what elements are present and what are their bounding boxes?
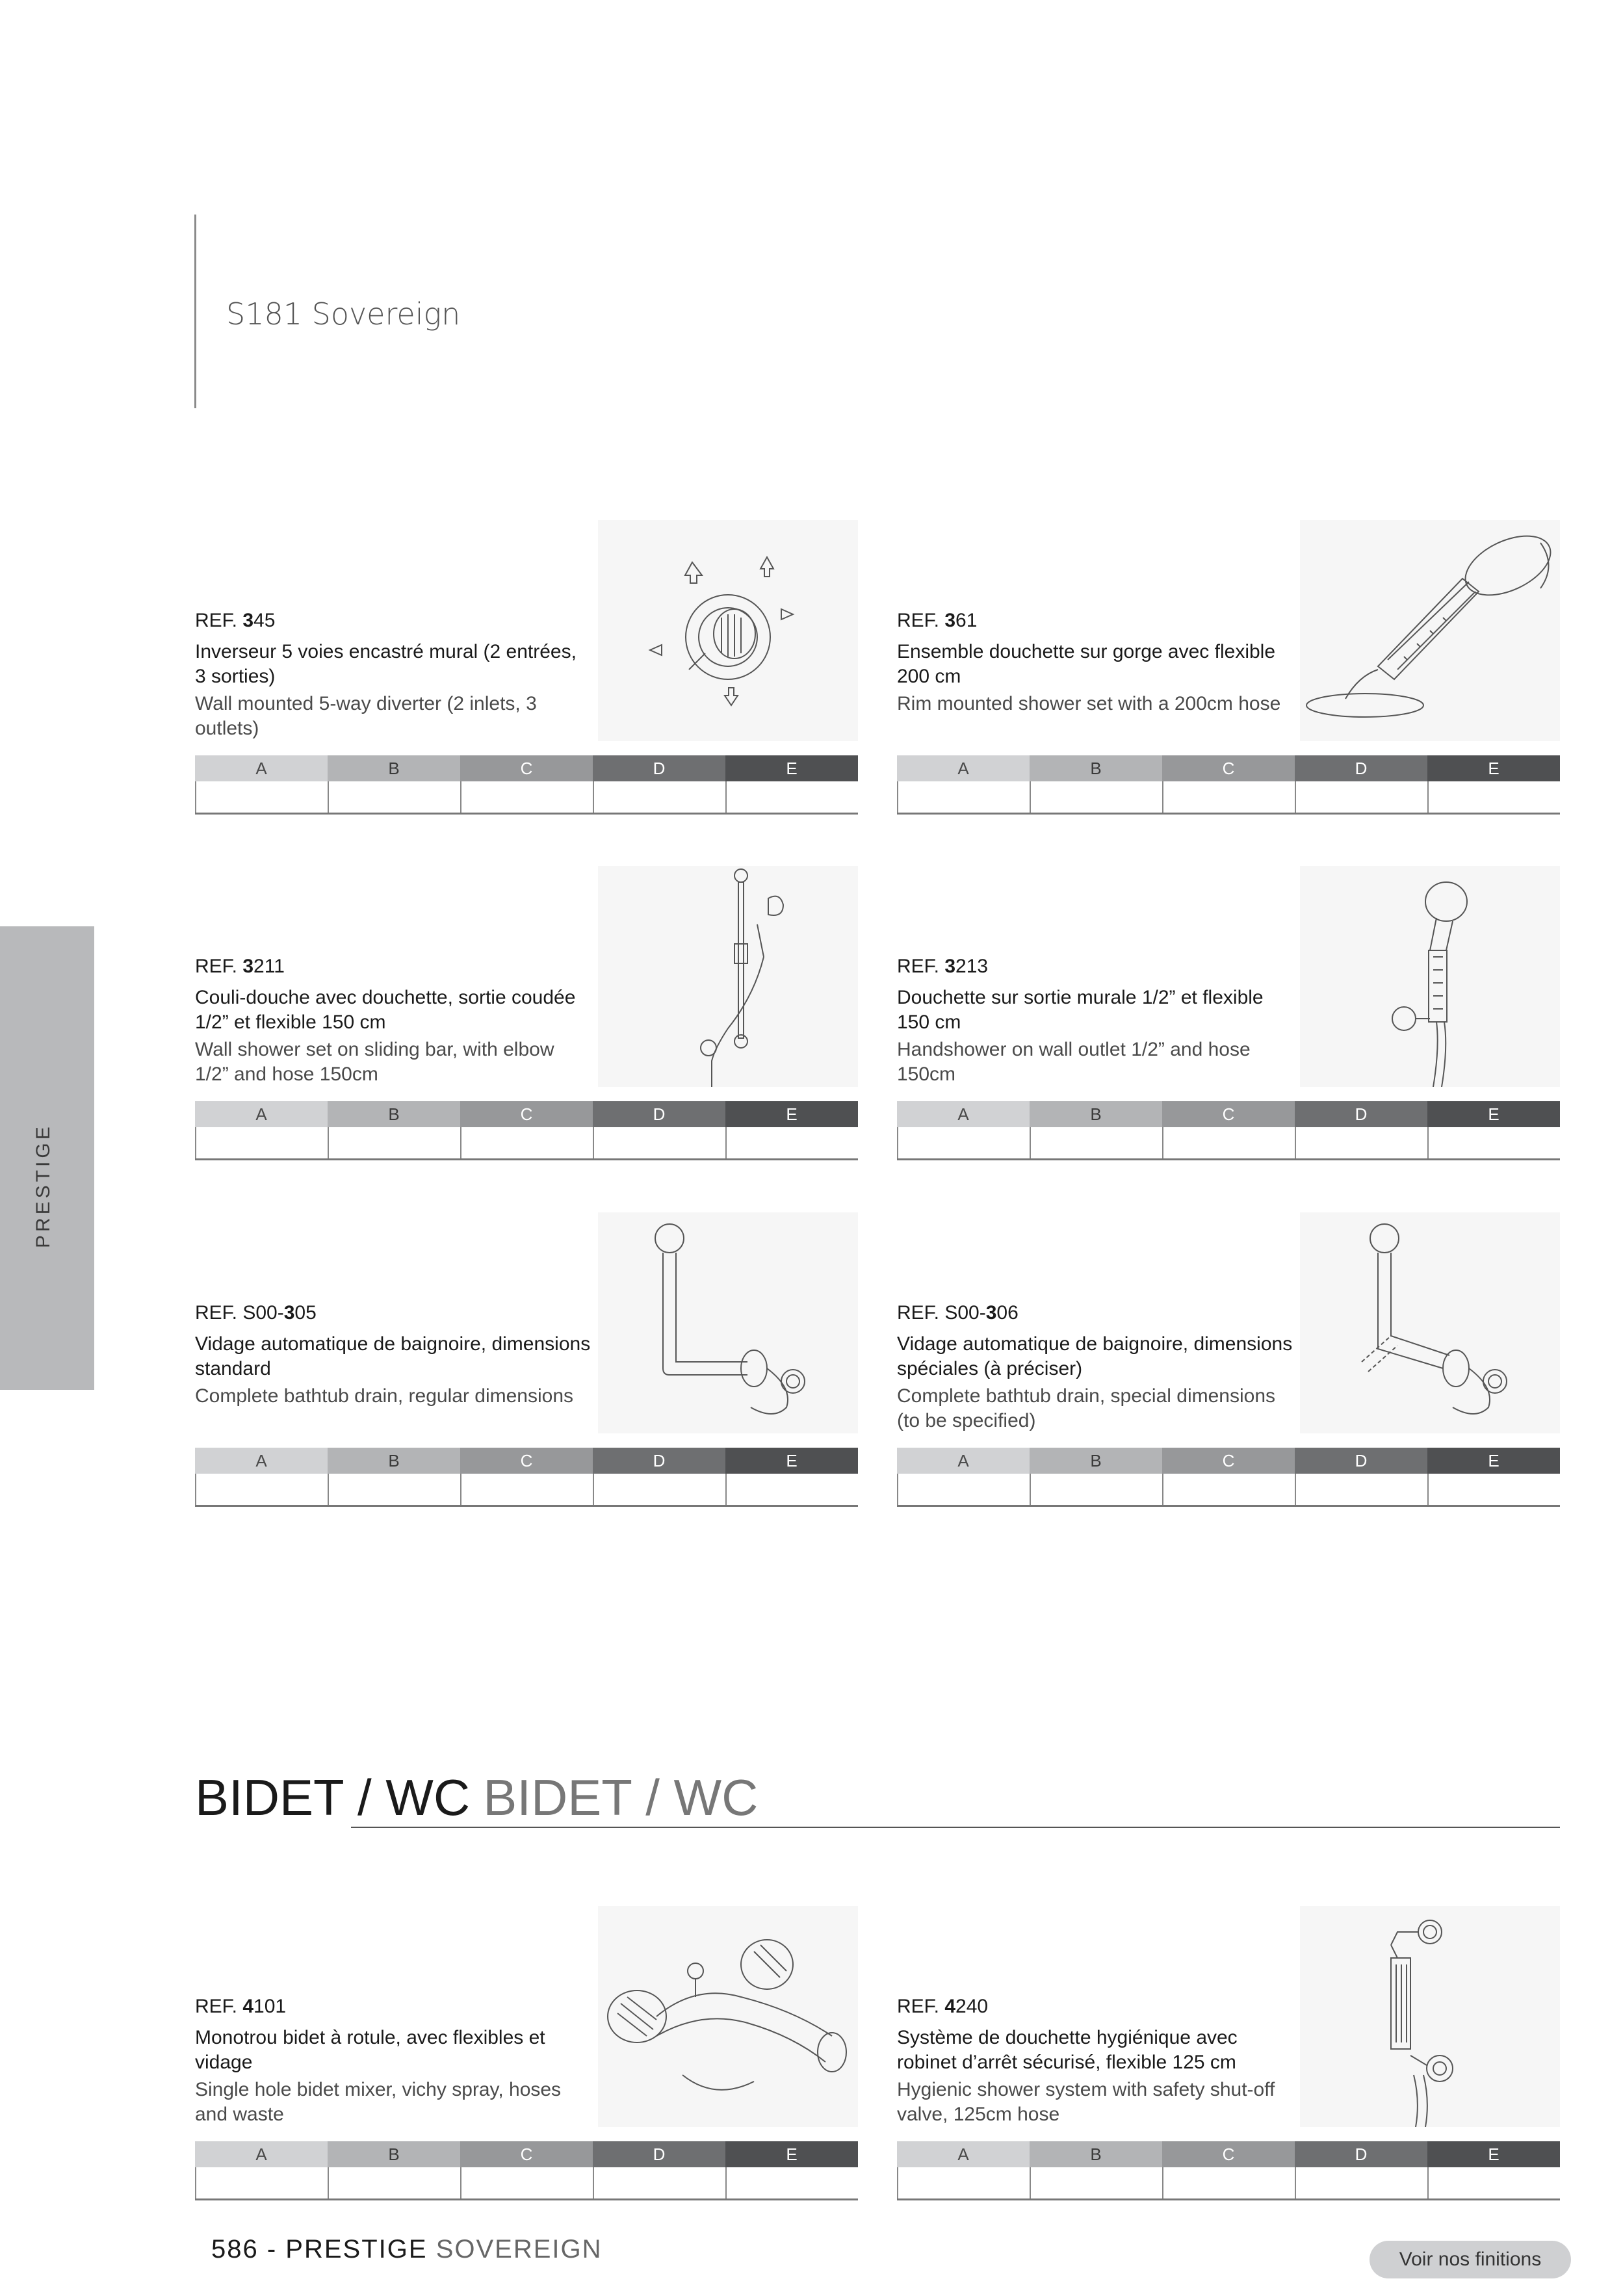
- product-description-en: Wall shower set on sliding bar, with elbow 1/2” and hose 150cm: [195, 1039, 554, 1085]
- product-description-en: Rim mounted shower set with a 200cm hose: [897, 693, 1281, 714]
- product-card: [195, 866, 858, 1158]
- product-ref: REF. S00-305: [195, 1302, 317, 1324]
- product-ref: REF. 3211: [195, 956, 285, 977]
- finish-table: A B C D E: [897, 755, 1560, 814]
- title-divider: [194, 215, 196, 408]
- product-ref: REF. S00-306: [897, 1302, 1019, 1324]
- product-card: [195, 520, 858, 813]
- product-ref: REF. 345: [195, 610, 276, 631]
- finish-table: A B C D E: [195, 755, 858, 814]
- product-description-fr: Vidage automatique de baignoire, dimensions standard: [195, 1333, 591, 1379]
- product-ref: REF. 4240: [897, 1996, 989, 2017]
- series-title: S181 Sovereign: [226, 296, 461, 332]
- product-description-fr: Couli-douche avec douchette, sortie coudée 1/2” et flexible 150 cm: [195, 987, 576, 1033]
- side-tab-label: PRESTIGE: [32, 1123, 54, 1248]
- product-card: [897, 1212, 1560, 1505]
- product-card: [897, 520, 1560, 813]
- product-card: [195, 1906, 858, 2198]
- section-title: BIDET / WC BIDET / WC: [195, 1769, 759, 1826]
- product-description-fr: Inverseur 5 voies encastré mural (2 entrées, 3 sorties): [195, 641, 577, 687]
- hygienic-shower-icon: [1300, 1906, 1560, 2127]
- product-ref: REF. 361: [897, 610, 978, 631]
- product-description-fr: Vidage automatique de baignoire, dimensions spéciales (à préciser): [897, 1333, 1293, 1379]
- diverter-icon: [598, 520, 858, 741]
- product-description-en: Hygienic shower system with safety shut-off valve, 125cm hose: [897, 2079, 1275, 2125]
- wall-outlet-shower-icon: [1300, 866, 1560, 1087]
- product-card: [897, 1906, 1560, 2198]
- finish-table: A B C D E: [195, 1448, 858, 1506]
- product-description-en: Single hole bidet mixer, vichy spray, hoses and waste: [195, 2079, 562, 2125]
- bath-drain-special-icon: [1300, 1212, 1560, 1433]
- finish-table: A B C D E: [195, 2141, 858, 2200]
- product-card: [195, 1212, 858, 1505]
- view-finishes-button[interactable]: Voir nos finitions: [1370, 2241, 1571, 2278]
- product-description-en: Handshower on wall outlet 1/2” and hose 150cm: [897, 1039, 1251, 1085]
- bidet-mixer-icon: [598, 1906, 858, 2127]
- product-description-en: Complete bathtub drain, special dimensions (to be specified): [897, 1385, 1275, 1431]
- product-description-fr: Douchette sur sortie murale 1/2” et flexible 150 cm: [897, 987, 1264, 1033]
- product-ref: REF. 4101: [195, 1996, 287, 2017]
- handshower-icon: [1300, 520, 1560, 741]
- finish-table: A B C D E: [897, 1101, 1560, 1160]
- product-card: [897, 866, 1560, 1158]
- bath-drain-icon: [598, 1212, 858, 1433]
- product-description-en: Wall mounted 5-way diverter (2 inlets, 3 outlets): [195, 693, 537, 739]
- sliding-bar-icon: [598, 866, 858, 1087]
- product-description-en: Complete bathtub drain, regular dimensions: [195, 1385, 573, 1407]
- product-description-fr: Ensemble douchette sur gorge avec flexible 200 cm: [897, 641, 1276, 687]
- page-footer: 586 - PRESTIGE SOVEREIGN: [211, 2235, 603, 2263]
- finish-table: A B C D E: [195, 1101, 858, 1160]
- finish-table: A B C D E: [897, 2141, 1560, 2200]
- section-divider: [351, 1827, 1560, 1828]
- finish-table: A B C D E: [897, 1448, 1560, 1506]
- product-ref: REF. 3213: [897, 956, 989, 977]
- product-description-fr: Monotrou bidet à rotule, avec flexibles et vidage: [195, 2027, 545, 2073]
- product-description-fr: Système de douchette hygiénique avec robinet d’arrêt sécurisé, flexible 125 cm: [897, 2027, 1238, 2073]
